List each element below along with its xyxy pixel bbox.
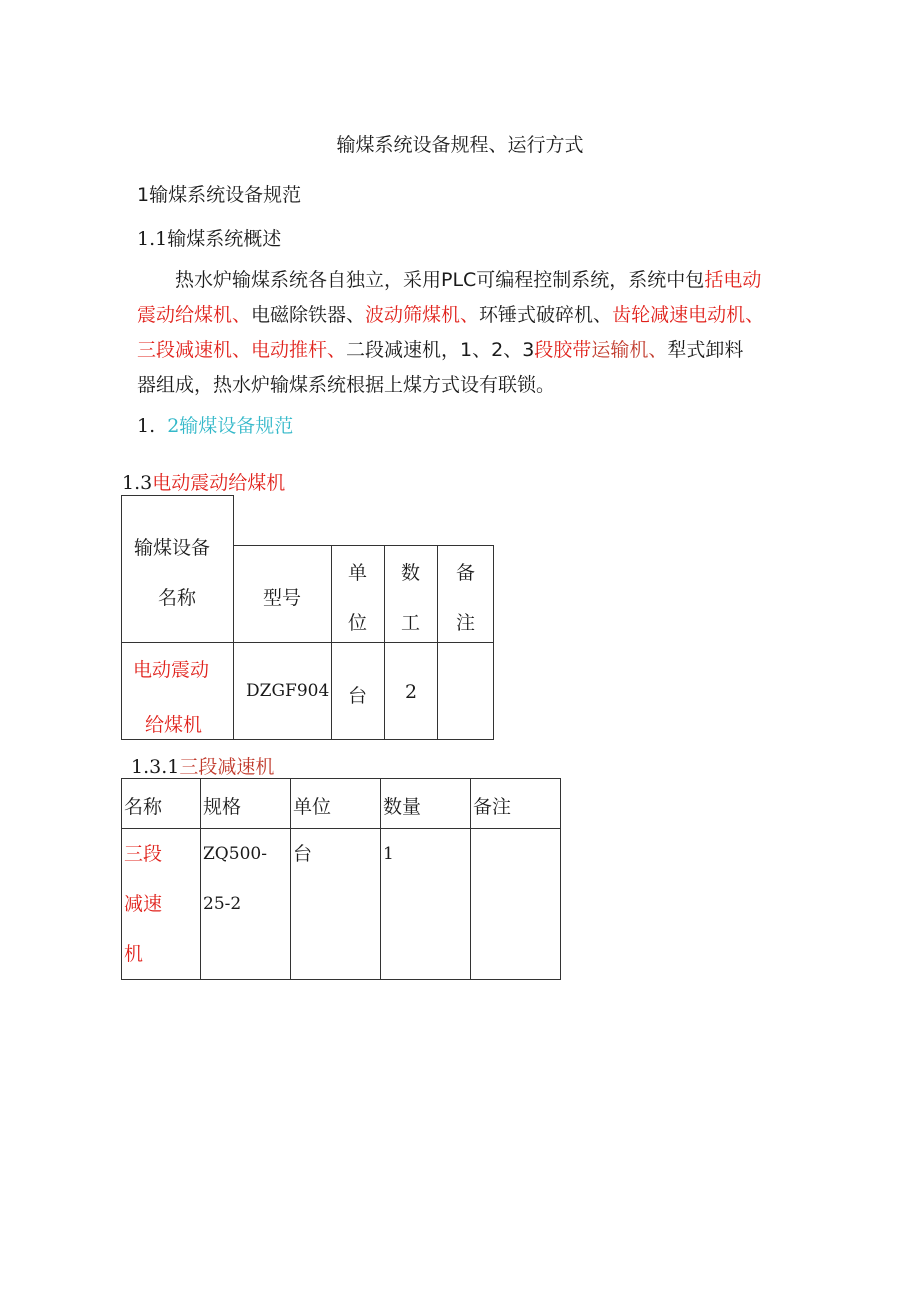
para-text: 犁式卸料 [667,339,744,361]
table1-header-unit: 位 [348,612,368,634]
section-heading-1-3 [122,468,285,495]
table1-row-name: 电动震动 [133,659,210,681]
document-title: 输煤系统设备规程、运行方式 [336,134,584,156]
para-highlight: 震动给煤机、 [137,304,252,326]
table1-row-model: DZGF904 [246,681,330,701]
section-number: 1. [137,415,156,437]
table2-header-note: 备注 [471,779,561,829]
table2-row-unit: 台 [291,829,381,980]
equipment-table-2 [121,778,561,980]
para-highlight: 段胶带 [534,339,592,361]
section-heading-1-2 [137,411,293,438]
table1-header-qty: 工 [401,612,421,634]
table1-header-name: 名称 [158,587,197,609]
section-title: 三段减速机 [179,756,275,778]
section-heading-1-3-1 [131,752,274,779]
table1-row-qty: 2 [405,681,418,703]
para-highlight: 齿轮减速电动机、 [612,304,765,326]
para-text: 器组成，热水炉输煤系统根据上煤方式设有联锁。 [137,374,556,396]
table1-row-note-cell [437,642,494,740]
table2-row-name: 三段 减速 机 [122,829,201,980]
table2-header-spec: 规格 [201,779,291,829]
table-row [122,829,561,980]
para-text: 环锤式破碎机、 [479,304,613,326]
section-title: 电动震动给煤机 [152,472,286,494]
para-highlight: 三段减速机、 [137,339,252,361]
table-row [122,779,561,829]
table1-header-name: 输煤设备 [134,537,211,559]
table1-header-note: 注 [456,612,476,634]
para-text: 二段减速机，1、2、3 [346,339,535,361]
table1-row-unit: 台 [348,685,368,707]
para-highlight: 运输机、 [591,339,668,361]
section-title: 2输煤设备规范 [167,415,294,437]
table2-header-unit: 单位 [291,779,381,829]
table1-header-name-cell [121,495,234,643]
section-heading-1-1: 1.1输煤系统概述 [137,228,282,250]
para-highlight: 波动筛煤机、 [365,304,480,326]
table1-header-note: 备 [456,562,476,584]
table2-header-name: 名称 [122,779,201,829]
table1-row-name: 给煤机 [145,714,203,736]
section-heading-1: 1输煤系统设备规范 [137,184,302,206]
table2-header-qty: 数量 [381,779,471,829]
table1-header-model: 型号 [263,587,302,609]
table2-row-note [471,829,561,980]
section-number: 1.3.1 [131,756,180,778]
para-text: 热水炉输煤系统各自独立，采用PLC可编程控制系统，系统中包 [175,269,705,291]
table2-row-qty: 1 [381,829,471,980]
para-highlight: 括电动 [704,269,762,291]
para-highlight: 电动推杆、 [251,339,347,361]
para-text: 电磁除铁器、 [251,304,366,326]
table1-header-qty: 数 [401,562,421,584]
section-number: 1.3 [122,472,153,494]
table1-header-unit: 单 [348,562,368,584]
table2-row-spec: ZQ500- 25-2 [201,829,291,980]
overview-paragraph [137,263,817,403]
